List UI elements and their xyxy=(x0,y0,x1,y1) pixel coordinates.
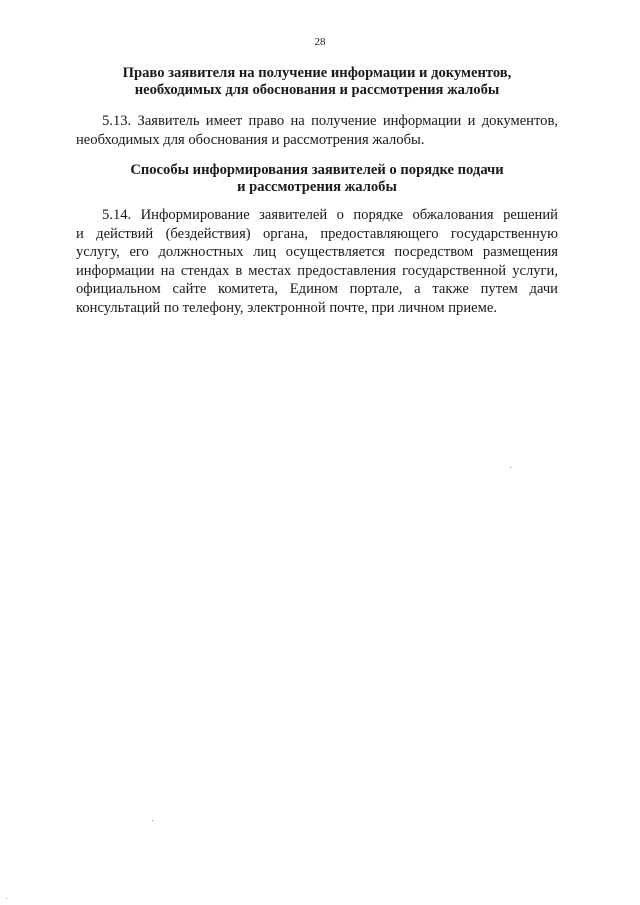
paragraph-5-14 xyxy=(76,206,558,317)
paragraph-line: официальном сайте комитета, Едином портале, а также путем дачи xyxy=(76,281,558,297)
paragraph-line: и действий (бездействия) органа, предоставляющего государственную xyxy=(76,225,558,242)
paragraph-line: консультаций по телефону, электронной почте, при личном приеме. xyxy=(76,299,498,316)
section-heading-informing-methods xyxy=(76,162,558,196)
heading-line: Способы информирования заявителей о порядке подачи xyxy=(130,162,504,178)
paragraph-line: услугу, его должностных лиц осуществляется посредством размещения xyxy=(76,244,558,260)
heading-line: необходимых для обоснования и рассмотрения жалобы xyxy=(134,82,500,98)
paragraph-line: необходимых для обоснования и рассмотрения жалобы. xyxy=(76,131,425,148)
paragraph-5-13 xyxy=(76,112,558,149)
scan-speck xyxy=(152,820,153,821)
scan-speck xyxy=(6,898,7,899)
section-heading-complaint-info-right xyxy=(76,65,558,99)
scan-speck xyxy=(510,467,511,468)
heading-line: Право заявителя на получение информации и документов, xyxy=(122,65,512,81)
page-number: 28 xyxy=(314,36,326,48)
paragraph-line: 5.14. Информирование заявителей о порядке обжалования решений xyxy=(102,207,558,223)
paragraph-line: 5.13. Заявитель имеет право на получение информации и документов, xyxy=(102,113,558,129)
paragraph-line: информации на стендах в местах предоставления государственной услуги, xyxy=(76,262,558,279)
heading-line: и рассмотрения жалобы xyxy=(237,179,397,195)
